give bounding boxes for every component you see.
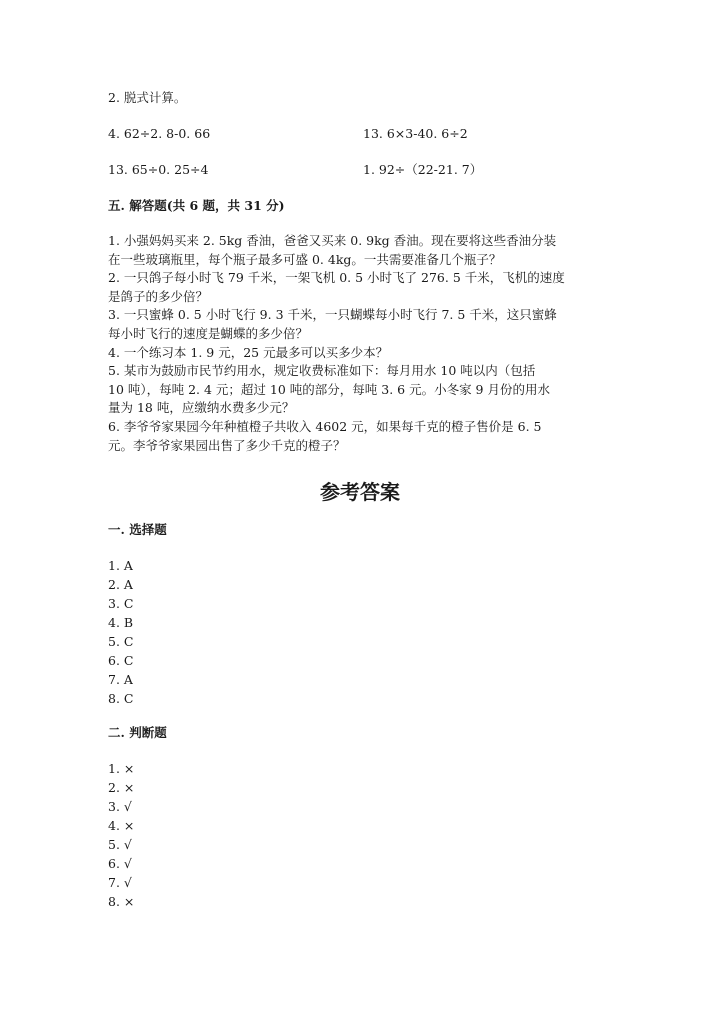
list-item: 1. A bbox=[108, 558, 133, 573]
problem-line: 6. 李爷爷家果园今年种植橙子共收入 4602 元，如果每千克的橙子售价是 6. 5 bbox=[108, 418, 542, 434]
calc-section-title: 2. 脱式计算。 bbox=[108, 90, 187, 105]
list-item: 5. C bbox=[108, 634, 134, 649]
choice-answers-title: 一. 选择题 bbox=[108, 522, 167, 537]
calc-expression: 1. 92÷（22-21. 7） bbox=[363, 162, 483, 177]
problem-line: 3. 一只蜜蜂 0. 5 小时飞行 9. 3 千米，一只蝴蝶每小时飞行 7. 5 千米，这只蜜蜂 bbox=[108, 307, 557, 323]
list-item: 4. B bbox=[108, 615, 134, 630]
problem-line: 10 吨），每吨 2. 4 元；超过 10 吨的部分，每吨 3. 6 元。小冬家 9 月份的用水 bbox=[108, 381, 550, 397]
problem-line: 是鸽子的多少倍？ bbox=[108, 288, 209, 304]
problem-line: 每小时飞行的速度是蝴蝶的多少倍？ bbox=[108, 325, 309, 341]
word-problems-title: 五. 解答题(共 6 题，共 31 分) bbox=[108, 198, 285, 213]
choice-answers-list bbox=[108, 556, 133, 708]
problem-line: 4. 一个练习本 1. 9 元，25 元最多可以买多少本？ bbox=[108, 344, 389, 360]
word-problems-text bbox=[108, 232, 613, 455]
list-item: 7. √ bbox=[108, 875, 132, 890]
calc-expression: 13. 6×3-40. 6÷2 bbox=[363, 126, 468, 141]
problem-line: 在一些玻璃瓶里，每个瓶子最多可盛 0. 4kg。一共需要准备几个瓶子？ bbox=[108, 251, 502, 267]
calc-expression: 4. 62÷2. 8-0. 66 bbox=[108, 126, 211, 141]
list-item: 5. √ bbox=[108, 837, 132, 852]
problem-line: 2. 一只鸽子每小时飞 79 千米，一架飞机 0. 5 小时飞了 276. 5 千米，飞机的速度 bbox=[108, 270, 565, 286]
problem-line: 元。李爷爷家果园出售了多少千克的橙子？ bbox=[108, 437, 346, 453]
list-item: 7. A bbox=[108, 672, 133, 687]
judgement-answers-list bbox=[108, 759, 134, 911]
list-item: 8. C bbox=[108, 691, 134, 706]
list-item: 6. C bbox=[108, 653, 134, 668]
problem-line: 5. 某市为鼓励市民节约用水，规定收费标准如下：每月用水 10 吨以内（包括 bbox=[108, 363, 536, 379]
list-item: 8. × bbox=[108, 894, 135, 909]
list-item: 1. × bbox=[108, 761, 135, 776]
list-item: 6. √ bbox=[108, 856, 132, 871]
problem-line: 1. 小强妈妈买来 2. 5kg 香油，爸爸又买来 0. 9kg 香油。现在要将这些香油分装 bbox=[108, 233, 557, 248]
judgement-answers-title: 二. 判断题 bbox=[108, 725, 167, 740]
answers-title: 参考答案 bbox=[320, 480, 400, 504]
calc-expression: 13. 65÷0. 25÷4 bbox=[108, 162, 209, 177]
list-item: 4. × bbox=[108, 818, 135, 833]
list-item: 2. A bbox=[108, 577, 133, 592]
list-item: 2. × bbox=[108, 780, 135, 795]
list-item: 3. √ bbox=[108, 799, 132, 814]
problem-line: 量为 18 吨，应缴纳水费多少元？ bbox=[108, 400, 295, 416]
list-item: 3. C bbox=[108, 596, 134, 611]
